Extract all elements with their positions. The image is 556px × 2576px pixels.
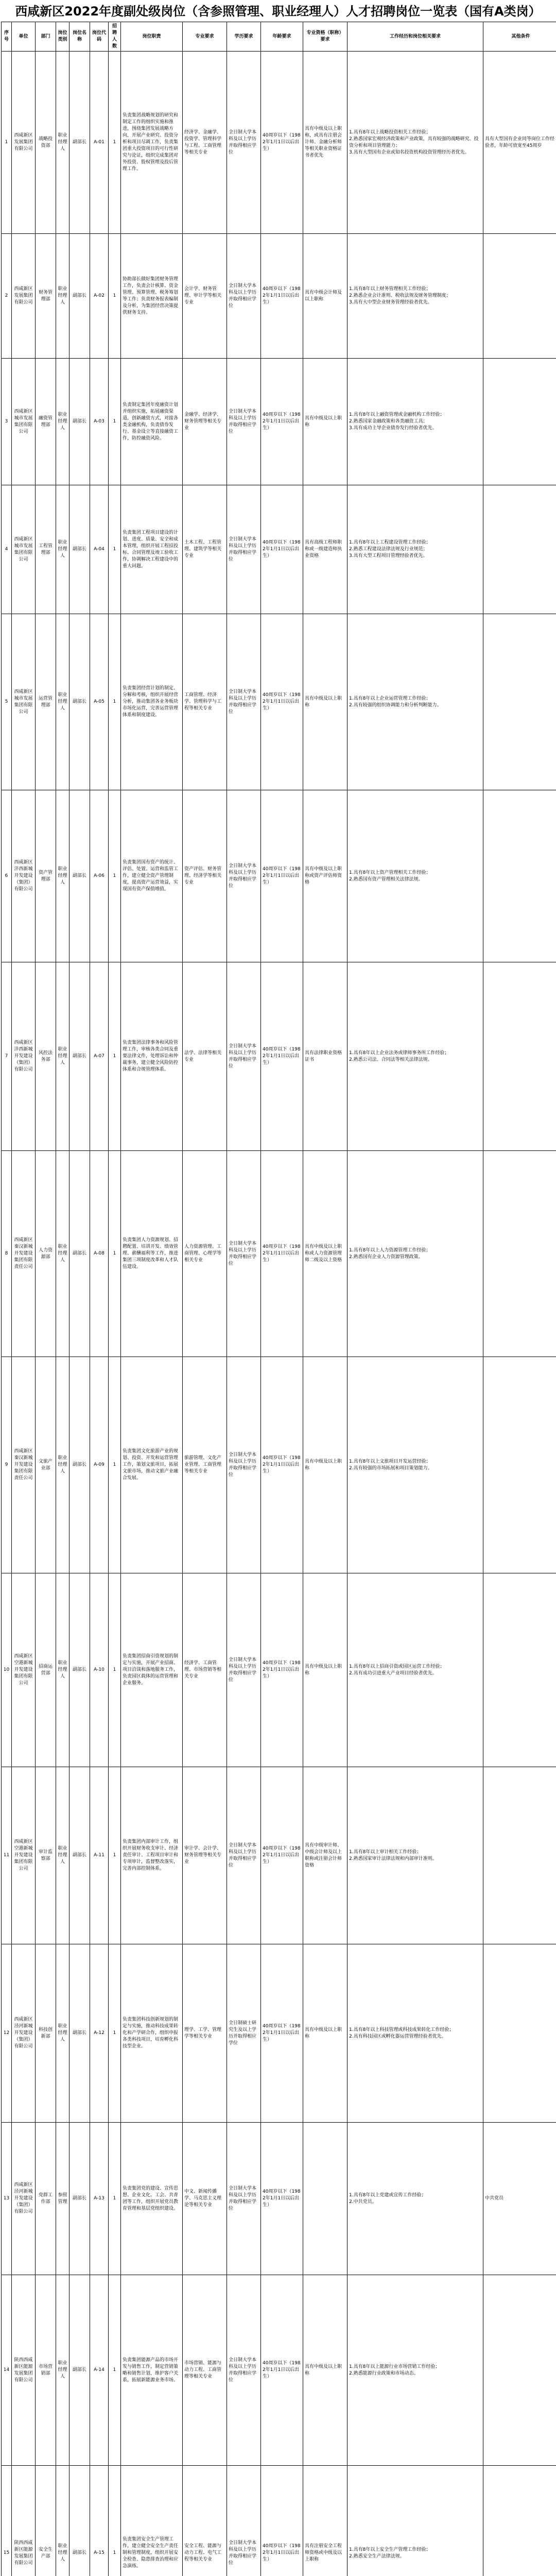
age-cell: 40周岁以下（1982年1月1日以后出生）: [261, 2123, 303, 2275]
age-cell: 40周岁以下（1982年1月1日以后出生）: [261, 234, 303, 359]
headcount-cell: 1: [109, 52, 121, 234]
education-cell: 全日制大学本科及以上学历并取得相应学位: [227, 790, 261, 962]
major-cell: 金融学、经济学、财务管理等相关专业: [183, 359, 227, 485]
row-number: 10: [2, 1573, 12, 1767]
position-name-cell: 副部长: [70, 1573, 90, 1767]
table-row: [2, 485, 556, 614]
education-cell: 全日制大学本科及以上学历并取得相应学位: [227, 2123, 261, 2275]
position-code-cell: A-02: [90, 234, 109, 359]
education-cell: 全日制硕士研究生及以上学历并取得相应学位: [227, 1944, 261, 2123]
headcount-cell: 1: [109, 1151, 121, 1357]
experience-cell: 1.具有8年以上安全生产管理工作经验； 2.熟悉安全生产法律法规。: [348, 2466, 483, 2576]
table-row: [2, 359, 556, 485]
major-cell: 会计学、财务管理、审计学等相关专业: [183, 234, 227, 359]
experience-cell: 1.具有8年以上战略投资相关工作经验； 2.熟悉国家宏观经济政策和产业政策，具有较强的战略研究、投资分析和项目管理能力； 3.具有大型国有企业或知名投资机构投资管理经历者优先。: [348, 52, 483, 234]
certification-cell: 具有中级及以上职称: [303, 1357, 348, 1573]
position-code-cell: A-10: [90, 1573, 109, 1767]
row-number: 5: [2, 614, 12, 790]
table-row: [2, 790, 556, 962]
headcount-cell: 1: [109, 234, 121, 359]
duties-cell: 负责集团战略规划的研究和制定工作的组织实施和推进，围绕集团发展战略方向，开展产业研究、投资分析和项目尽调工作，负责集团重大投资项目的可行性研究与论证，组织完成集团对外投资、股权管理及投后管理工作。: [121, 52, 183, 234]
duties-cell: 负责集团工程项目建设的计划、进度、质量、安全和成本管理，组织开展工程招投标、合同管理及竣工验收工作，协调解决工程建设中的重大问题。: [121, 485, 183, 614]
header-cell: 专业资格（职称）要求: [303, 22, 348, 52]
major-cell: 人力资源管理、工商管理、心理学等相关专业: [183, 1151, 227, 1357]
major-cell: 中文、新闻传播学、马克思主义理论等相关专业: [183, 2123, 227, 2275]
age-cell: 40周岁以下（1982年1月1日以后出生）: [261, 1151, 303, 1357]
type-cell: 参照管理: [56, 2123, 70, 2275]
experience-cell: 1.具有8年以上能源行业市场营销工作经验； 2.熟悉能源行业政策和市场动态。: [348, 2275, 483, 2466]
duties-cell: 负责集团经营计划的制定、分解和考核，组织开展经营分析，推动集团各业务板块市场化运营，完善运营管理体系和制度建设。: [121, 614, 183, 790]
unit-cell: 西咸新区秦汉新城开发建设集团有限责任公司: [12, 1357, 36, 1573]
table-row: [2, 2275, 556, 2466]
type-cell: 职业经理人: [56, 359, 70, 485]
other-conditions-cell: [483, 1944, 556, 2123]
dept-cell: 党群工作部: [36, 2123, 56, 2275]
experience-cell: 1.具有8年以上党建或宣传工作经验； 2.中共党员。: [348, 2123, 483, 2275]
type-cell: 职业经理人: [56, 1944, 70, 2123]
other-conditions-cell: [483, 2466, 556, 2576]
header-cell: 学历要求: [227, 22, 261, 52]
position-code-cell: A-03: [90, 359, 109, 485]
experience-cell: 1.具有8年以上融资管理或金融机构工作经验； 2.熟悉国家金融政策和各类融资工具； 3.具有成功主导企业债券发行经验者优先。: [348, 359, 483, 485]
row-number: 13: [2, 2123, 12, 2275]
other-conditions-cell: [483, 790, 556, 962]
age-cell: 40周岁以下（1982年1月1日以后出生）: [261, 614, 303, 790]
duties-cell: 负责集团党的建设、宣传思想、企业文化、工会、共青团等工作，组织开展党员教育管理和基层党组织建设。: [121, 2123, 183, 2275]
major-cell: 市场营销、能源与动力工程、工商管理等相关专业: [183, 2275, 227, 2466]
other-conditions-cell: [483, 359, 556, 485]
position-name-cell: 副部长: [70, 359, 90, 485]
row-number: 4: [2, 485, 12, 614]
experience-cell: 1.具有8年以上招商引资或园区运营工作经验； 2.具有成功引进重大产业项目经验者优先。: [348, 1573, 483, 1767]
certification-cell: 具有中级及以上职称: [303, 2275, 348, 2466]
headcount-cell: 1: [109, 1357, 121, 1573]
header-cell: 单位: [12, 22, 36, 52]
other-conditions-cell: [483, 234, 556, 359]
table-row: [2, 1944, 556, 2123]
dept-cell: 人力资源部: [36, 1151, 56, 1357]
header-cell: 岗位职责: [121, 22, 183, 52]
row-number: 6: [2, 790, 12, 962]
duties-cell: 负责集团能源产品的市场开发与销售工作，制定营销策略和销售计划，维护客户关系，拓展新能源业务市场。: [121, 2275, 183, 2466]
header-cell: 岗位名称: [70, 22, 90, 52]
headcount-cell: 1: [109, 359, 121, 485]
position-code-cell: A-01: [90, 52, 109, 234]
row-number: 7: [2, 962, 12, 1151]
major-cell: 土木工程、工程管理、建筑学等相关专业: [183, 485, 227, 614]
unit-cell: 西咸新区城市发展集团有限公司: [12, 359, 36, 485]
dept-cell: 风控法务部: [36, 962, 56, 1151]
certification-cell: 具有中级会计师及以上职称: [303, 234, 348, 359]
major-cell: 理学、工学、管理学等相关专业: [183, 1944, 227, 2123]
dept-cell: 市场营销部: [36, 2275, 56, 2466]
major-cell: 经济学、工商管理、市场营销等相关专业: [183, 1573, 227, 1767]
experience-cell: 1.具有8年以上工程建设管理工作经验； 2.熟悉工程建设法律法规及行业规范； 3.具有大型工程项目管理经验者优先。: [348, 485, 483, 614]
header-cell: 年龄要求: [261, 22, 303, 52]
header-cell: 专业要求: [183, 22, 227, 52]
type-cell: 职业经理人: [56, 1767, 70, 1944]
row-number: 9: [2, 1357, 12, 1573]
headcount-cell: 1: [109, 2275, 121, 2466]
position-name-cell: 副部长: [70, 2123, 90, 2275]
position-code-cell: A-15: [90, 2466, 109, 2576]
duties-cell: 负责集团安全生产管理工作，建立健全安全生产责任制和管理制度，组织开展安全检查、隐患排查治理和应急演练。: [121, 2466, 183, 2576]
type-cell: 职业经理人: [56, 2466, 70, 2576]
row-number: 3: [2, 359, 12, 485]
major-cell: 法学、法律等相关专业: [183, 962, 227, 1151]
table-row: [2, 1357, 556, 1573]
position-name-cell: 副部长: [70, 1151, 90, 1357]
certification-cell: [303, 2123, 348, 2275]
position-code-cell: A-08: [90, 1151, 109, 1357]
position-code-cell: A-04: [90, 485, 109, 614]
table-row: [2, 614, 556, 790]
unit-cell: 西咸新区城市发展集团有限公司: [12, 614, 36, 790]
age-cell: 40周岁以下（1982年1月1日以后出生）: [261, 485, 303, 614]
unit-cell: 西咸新区沣西新城开发建设（集团）有限公司: [12, 790, 36, 962]
type-cell: 职业经理人: [56, 234, 70, 359]
other-conditions-cell: 具有大型国有企业同等岗位工作经验者，年龄可放宽至45周岁: [483, 52, 556, 234]
duties-cell: 负责制定集团年度融资计划并组织实施，拓展融资渠道，创新融资方式，对接各类金融机构，负责债券发行、基金设立等直接融资工作，防控融资风险。: [121, 359, 183, 485]
dept-cell: 科技创新部: [36, 1944, 56, 2123]
other-conditions-cell: [483, 1357, 556, 1573]
row-number: 14: [2, 2275, 12, 2466]
position-name-cell: 副部长: [70, 1357, 90, 1573]
age-cell: 40周岁以下（1982年1月1日以后出生）: [261, 962, 303, 1151]
certification-cell: 具有法律职业资格证书: [303, 962, 348, 1151]
position-name-cell: 副部长: [70, 234, 90, 359]
position-name-cell: 副部长: [70, 52, 90, 234]
other-conditions-cell: 中共党员: [483, 2123, 556, 2275]
header-cell: 岗位类别: [56, 22, 70, 52]
certification-cell: 具有注册安全工程师资格或中级及以上职称: [303, 2466, 348, 2576]
dept-cell: 资产管理部: [36, 790, 56, 962]
unit-cell: 西咸新区城市发展集团有限公司: [12, 485, 36, 614]
other-conditions-cell: [483, 485, 556, 614]
education-cell: 全日制大学本科及以上学历并取得相应学位: [227, 1573, 261, 1767]
age-cell: 40周岁以下（1982年1月1日以后出生）: [261, 2466, 303, 2576]
type-cell: 职业经理人: [56, 790, 70, 962]
major-cell: 经济学、金融学、投资学、管理科学与工程、工商管理等相关专业: [183, 52, 227, 234]
age-cell: 40周岁以下（1982年1月1日以后出生）: [261, 1357, 303, 1573]
certification-cell: 具有中级及以上职称或资产评估师资格: [303, 790, 348, 962]
unit-cell: 西咸新区泾河新城开发建设（集团）有限公司: [12, 2123, 36, 2275]
headcount-cell: 1: [109, 1573, 121, 1767]
table-row: [2, 962, 556, 1151]
type-cell: 职业经理人: [56, 485, 70, 614]
row-number: 1: [2, 52, 12, 234]
type-cell: 职业经理人: [56, 2275, 70, 2466]
dept-cell: 审计监察部: [36, 1767, 56, 1944]
certification-cell: 具有中级及以上职称: [303, 359, 348, 485]
unit-cell: 西咸新区泾河新城开发建设（集团）有限公司: [12, 1944, 36, 2123]
education-cell: 全日制大学本科及以上学历并取得相应学位: [227, 962, 261, 1151]
other-conditions-cell: [483, 1573, 556, 1767]
age-cell: 40周岁以下（1982年1月1日以后出生）: [261, 359, 303, 485]
header-cell: 岗位代码: [90, 22, 109, 52]
position-code-cell: A-05: [90, 614, 109, 790]
dept-cell: 运营管理部: [36, 614, 56, 790]
education-cell: 全日制大学本科及以上学历并取得相应学位: [227, 2466, 261, 2576]
major-cell: 审计学、会计学、财务管理等相关专业: [183, 1767, 227, 1944]
position-name-cell: 副部长: [70, 2275, 90, 2466]
table-row: [2, 1767, 556, 1944]
education-cell: 全日制大学本科及以上学历并取得相应学位: [227, 1357, 261, 1573]
education-cell: 全日制大学本科及以上学历并取得相应学位: [227, 485, 261, 614]
experience-cell: 1.具有8年以上人力资源管理工作经验； 2.熟悉国有企业人力资源管理政策。: [348, 1151, 483, 1357]
certification-cell: 具有中级及以上职称: [303, 1573, 348, 1767]
certification-cell: 具有中级审计师、中级会计师及以上职称或注册会计师资格: [303, 1767, 348, 1944]
table-row: [2, 2466, 556, 2576]
headcount-cell: 1: [109, 2123, 121, 2275]
row-number: 15: [2, 2466, 12, 2576]
unit-cell: 西咸新区秦汉新城开发建设集团有限责任公司: [12, 1151, 36, 1357]
education-cell: 全日制大学本科及以上学历并取得相应学位: [227, 52, 261, 234]
unit-cell: 西咸新区沣西新城开发建设（集团）有限公司: [12, 962, 36, 1151]
unit-cell: 西咸新区空港新城开发建设集团有限公司: [12, 1767, 36, 1944]
education-cell: 全日制大学本科及以上学历并取得相应学位: [227, 1767, 261, 1944]
duties-cell: 负责集团国有资产的统计、评估、处置、运营和监管工作，建立健全资产管理制度，提高资产运营效益，实现国有资产保值增值。: [121, 790, 183, 962]
position-name-cell: 副部长: [70, 485, 90, 614]
position-name-cell: 副部长: [70, 1944, 90, 2123]
position-code-cell: A-13: [90, 2123, 109, 2275]
dept-cell: 安全生产部: [36, 2466, 56, 2576]
position-code-cell: A-11: [90, 1767, 109, 1944]
type-cell: 职业经理人: [56, 52, 70, 234]
headcount-cell: 1: [109, 1944, 121, 2123]
type-cell: 职业经理人: [56, 1151, 70, 1357]
headcount-cell: 1: [109, 614, 121, 790]
row-number: 12: [2, 1944, 12, 2123]
age-cell: 40周岁以下（1982年1月1日以后出生）: [261, 52, 303, 234]
education-cell: 全日制大学本科及以上学历并取得相应学位: [227, 234, 261, 359]
duties-cell: 负责集团内部审计工作，组织开展财务收支审计、经济责任审计、工程项目审计和专项审计，监督整改落实，完善内部控制体系。: [121, 1767, 183, 1944]
education-cell: 全日制大学本科及以上学历并取得相应学位: [227, 1151, 261, 1357]
age-cell: 40周岁以下（1982年1月1日以后出生）: [261, 2275, 303, 2466]
other-conditions-cell: [483, 614, 556, 790]
table-body: [2, 52, 556, 2576]
headcount-cell: 1: [109, 962, 121, 1151]
unit-cell: 西咸新区发展集团有限公司: [12, 52, 36, 234]
position-name-cell: 副部长: [70, 614, 90, 790]
unit-cell: 陕西西咸新区能源发展集团有限公司: [12, 2275, 36, 2466]
major-cell: 资产评估、财务管理、经济学等相关专业: [183, 790, 227, 962]
type-cell: 职业经理人: [56, 1573, 70, 1767]
table-row: [2, 1151, 556, 1357]
headcount-cell: 1: [109, 790, 121, 962]
other-conditions-cell: [483, 1151, 556, 1357]
table-row: [2, 1573, 556, 1767]
age-cell: 40周岁以下（1982年1月1日以后出生）: [261, 1944, 303, 2123]
position-name-cell: 副部长: [70, 2466, 90, 2576]
row-number: 11: [2, 1767, 12, 1944]
experience-cell: 1.具有8年以上资产管理相关工作经验； 2.熟悉国有资产管理相关法律法规。: [348, 790, 483, 962]
certification-cell: 具有高级工程师职称或一级建造师执业资格: [303, 485, 348, 614]
certification-cell: 具有中级及以上职称，或具有注册会计师、金融分析师等相关职业资格证书者优先: [303, 52, 348, 234]
certification-cell: 具有中级及以上职称: [303, 614, 348, 790]
position-name-cell: 副部长: [70, 790, 90, 962]
experience-cell: 1.具有8年以上财务管理相关工作经验； 2.熟悉企业会计准则、税收法规及财务管理制度； 3.具有大中型企业财务管理经验者优先。: [348, 234, 483, 359]
other-conditions-cell: [483, 1767, 556, 1944]
certification-cell: 具有中级及以上职称: [303, 1944, 348, 2123]
position-code-cell: A-09: [90, 1357, 109, 1573]
row-number: 8: [2, 1151, 12, 1357]
major-cell: 工商管理、经济学、管理科学与工程等相关专业: [183, 614, 227, 790]
education-cell: 全日制大学本科及以上学历并取得相应学位: [227, 359, 261, 485]
other-conditions-cell: [483, 962, 556, 1151]
header-cell: 工作经历和岗位相关要求: [348, 22, 483, 52]
unit-cell: 西咸新区发展集团有限公司: [12, 234, 36, 359]
page-title: 西咸新区2022年度副处级岗位（含参照管理、职业经理人）人才招聘岗位一览表（国有A类岗）: [15, 4, 541, 19]
duties-cell: 协助部长做好集团财务管理工作，负责会计核算、资金管理、预算管理、税务筹划等工作；负责财务报表编制及分析，为集团经营决策提供财务支持。: [121, 234, 183, 359]
other-conditions-cell: [483, 2275, 556, 2466]
major-cell: 旅游管理、文化产业管理、工商管理等相关专业: [183, 1357, 227, 1573]
experience-cell: 1.具有8年以上企业运营管理工作经验； 2.具有较强的组织协调能力和分析判断能力。: [348, 614, 483, 790]
positions-table: [1, 22, 556, 2576]
position-name-cell: 副部长: [70, 962, 90, 1151]
duties-cell: 负责集团文化旅游产业的规划、投资、开发和运营管理工作，策划文旅项目，拓展文旅市场，推动文旅产业融合发展。: [121, 1357, 183, 1573]
dept-cell: 招商运营部: [36, 1573, 56, 1767]
dept-cell: 战略投资部: [36, 52, 56, 234]
header-cell: 序号: [2, 22, 12, 52]
type-cell: 职业经理人: [56, 962, 70, 1151]
table-row: [2, 234, 556, 359]
dept-cell: 融资管理部: [36, 359, 56, 485]
position-code-cell: A-06: [90, 790, 109, 962]
duties-cell: 负责集团法律事务和风险管理工作，审核各类合同及重要法律文件，处理诉讼和仲裁事务，建立健全风险防控体系和合规管理体系。: [121, 962, 183, 1151]
dept-cell: 工程管理部: [36, 485, 56, 614]
duties-cell: 负责集团招商引资规划的制定与实施，开展产业招商、项目洽谈和落地服务工作，负责园区载体的运营管理和企业服务。: [121, 1573, 183, 1767]
education-cell: 全日制大学本科及以上学历并取得相应学位: [227, 2275, 261, 2466]
position-code-cell: A-14: [90, 2275, 109, 2466]
age-cell: 40周岁以下（1982年1月1日以后出生）: [261, 1767, 303, 1944]
header-cell: 其他条件: [483, 22, 556, 52]
position-code-cell: A-07: [90, 962, 109, 1151]
duties-cell: 负责集团科技创新规划的制定与实施，推动科技成果转化和产学研合作，组织申报各类科技项目，培育孵化科技型企业。: [121, 1944, 183, 2123]
experience-cell: 1.具有8年以上企业法务或律师事务所工作经验； 2.熟悉公司法、合同法等相关法律法规。: [348, 962, 483, 1151]
header-cell: 部门: [36, 22, 56, 52]
education-cell: 全日制大学本科及以上学历并取得相应学位: [227, 614, 261, 790]
age-cell: 40周岁以下（1982年1月1日以后出生）: [261, 790, 303, 962]
dept-cell: 文旅产业部: [36, 1357, 56, 1573]
header-cell: 招聘人数: [109, 22, 121, 52]
table-header-row: [2, 22, 556, 52]
certification-cell: 具有中级及以上职称或人力资源管理师二级及以上资格: [303, 1151, 348, 1357]
duties-cell: 负责集团人力资源规划、招聘配置、培训开发、绩效管理、薪酬福利等工作，推进集团三项制度改革和人才队伍建设。: [121, 1151, 183, 1357]
experience-cell: 1.具有8年以上科技管理或科技成果转化工作经验； 2.具有科技园区或孵化器运营管理经验者优先。: [348, 1944, 483, 2123]
major-cell: 安全工程、能源与动力工程、电气工程等相关专业: [183, 2466, 227, 2576]
headcount-cell: 1: [109, 485, 121, 614]
unit-cell: 陕西西咸新区能源发展集团有限公司: [12, 2466, 36, 2576]
dept-cell: 财务管理部: [36, 234, 56, 359]
experience-cell: 1.具有8年以上审计相关工作经验； 2.熟悉国家审计法律法规和内部审计准则。: [348, 1767, 483, 1944]
type-cell: 职业经理人: [56, 1357, 70, 1573]
table-row: [2, 2123, 556, 2275]
type-cell: 职业经理人: [56, 614, 70, 790]
headcount-cell: 1: [109, 2466, 121, 2576]
age-cell: 40周岁以下（1982年1月1日以后出生）: [261, 1573, 303, 1767]
position-code-cell: A-12: [90, 1944, 109, 2123]
position-name-cell: 副部长: [70, 1767, 90, 1944]
experience-cell: 1.具有8年以上文旅项目开发运营经验； 2.具有较强的市场拓展和项目策划能力。: [348, 1357, 483, 1573]
unit-cell: 西咸新区空港新城开发建设集团有限公司: [12, 1573, 36, 1767]
row-number: 2: [2, 234, 12, 359]
headcount-cell: 1: [109, 1767, 121, 1944]
table-row: [2, 52, 556, 234]
